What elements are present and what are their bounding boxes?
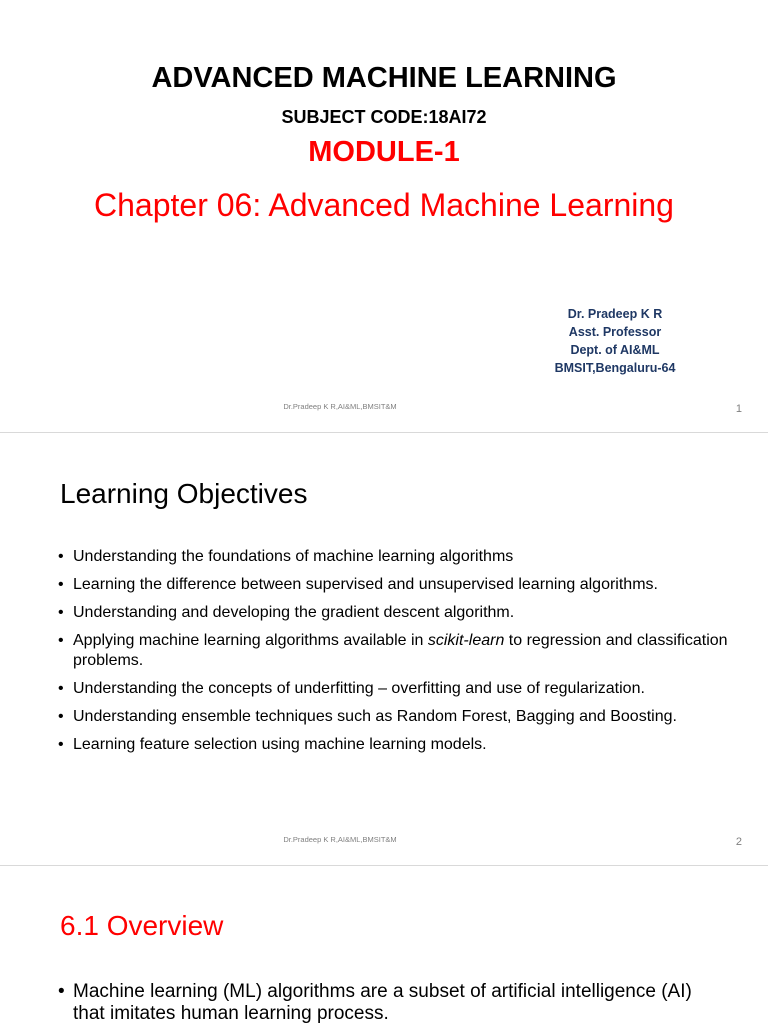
list-item: • Applying machine learning algorithms available in scikit-learn to regression and classification problems. <box>58 632 728 669</box>
author-designation: Asst. Professor <box>568 325 662 339</box>
list-item: • Machine learning (ML) algorithms are a subset of artificial intelligence (AI) that imitates human learning process. <box>58 981 692 1024</box>
slide-footer: Dr.Pradeep K R,AI&ML,BMSIT&M <box>283 835 397 844</box>
document-title: ADVANCED MACHINE LEARNING <box>151 62 617 94</box>
section-heading: 6.1 Overview <box>60 910 224 941</box>
author-name: Dr. Pradeep K R <box>567 307 663 321</box>
slide-1 <box>0 0 768 432</box>
subject-code: SUBJECT CODE:18AI72 <box>281 107 487 127</box>
list-item: • Learning the difference between supervised and unsupervised learning algorithms. <box>58 576 658 593</box>
list-item: • Understanding the concepts of underfitting – overfitting and use of regularization. <box>58 680 645 697</box>
page-number: 1 <box>735 403 742 415</box>
list-item: • Understanding ensemble techniques such as Random Forest, Bagging and Boosting. <box>58 708 677 725</box>
overview-list <box>58 981 718 1033</box>
module-label: MODULE-1 <box>308 136 460 168</box>
emphasis-text: scikit-learn <box>427 632 505 649</box>
chapter-title: Chapter 06: Advanced Machine Learning <box>94 187 674 223</box>
list-item: • Understanding the foundations of machine learning algorithms <box>58 548 514 565</box>
slide-heading: Learning Objectives <box>60 478 308 509</box>
author-block <box>520 305 710 377</box>
author-department: Dept. of AI&ML <box>570 343 660 357</box>
list-item: • Learning feature selection using machine learning models. <box>58 736 487 753</box>
author-institution: BMSIT,Bengaluru-64 <box>554 361 676 375</box>
slide-3 <box>0 866 768 1024</box>
list-item: • Understanding and developing the gradient descent algorithm. <box>58 604 515 621</box>
objectives-list <box>58 547 738 763</box>
slide-2 <box>0 433 768 865</box>
page-number: 2 <box>735 836 742 848</box>
slide-footer: Dr.Pradeep K R,AI&ML,BMSIT&M <box>283 402 397 411</box>
